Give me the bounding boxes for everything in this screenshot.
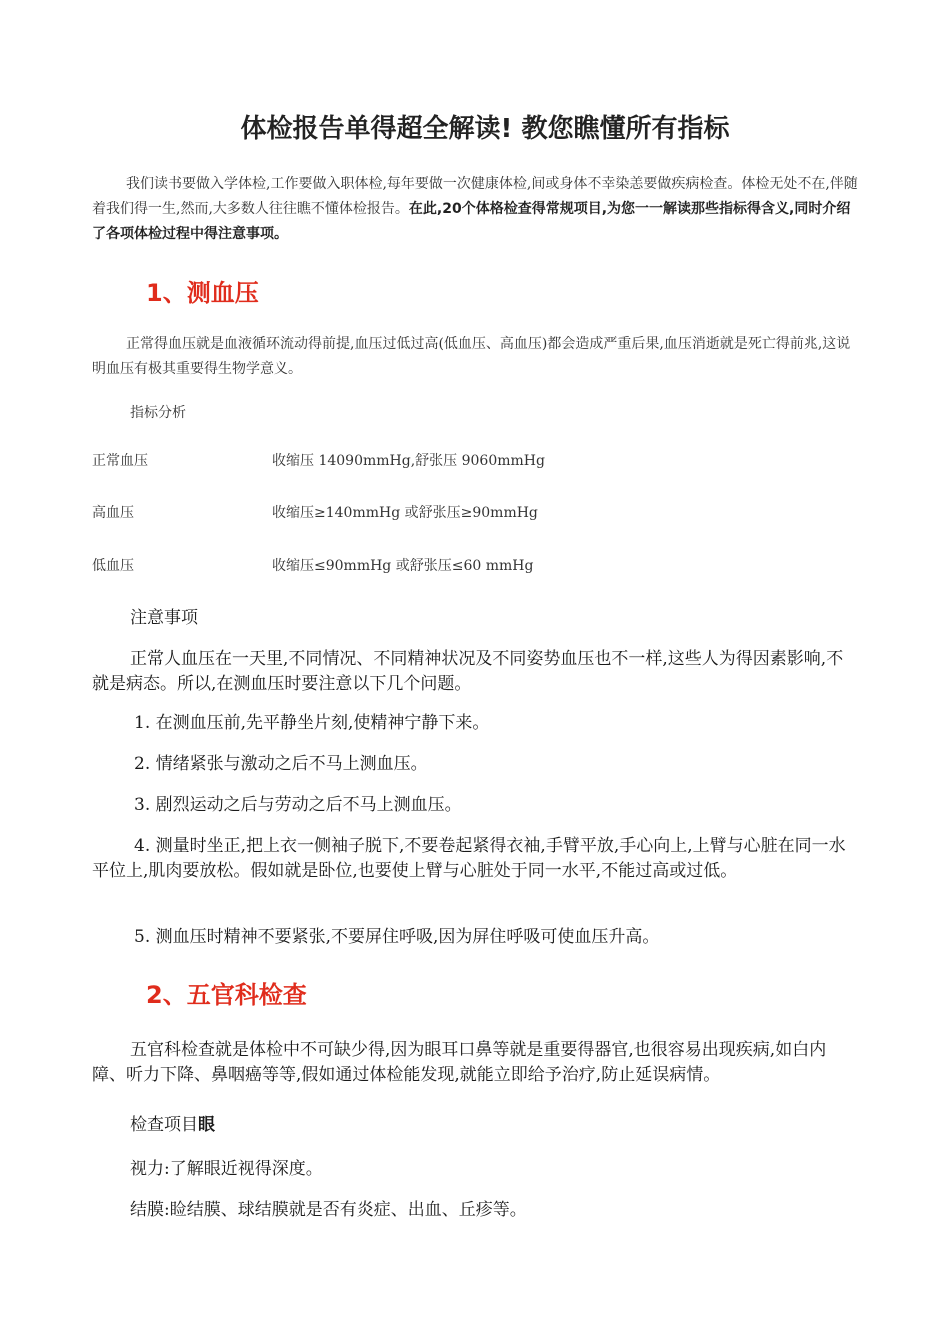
list-item: 4. 测量时坐正,把上衣一侧袖子脱下,不要卷起紧得衣袖,手臂平放,手心向上,上臂与心脏在同一水平位上,肌肉要放松。假如就是卧位,也要使上臂与心脏处于同一水平,不能过高或过低。: [92, 836, 846, 881]
list-item: 1. 在测血压前,先平静坐片刻,使精神宁静下来。: [134, 713, 490, 733]
intro-bold-text: 在此,20个体格检查得常规项目,为您一一解读那些指标得含义,同时介绍了各项体检过程中得注意事项。: [92, 201, 851, 242]
notes-label: 注意事项: [130, 608, 198, 628]
vision-item: 视力:了解眼近视得深度。: [130, 1159, 323, 1179]
row-name-high: 高血压: [92, 505, 134, 521]
list-item: 3. 剧烈运动之后与劳动之后不马上测血压。: [134, 795, 462, 815]
row-value-high: 收缩压≥140mmHg 或舒张压≥90mmHg: [272, 505, 538, 521]
list-item: 5. 测血压时精神不要紧张,不要屏住呼吸,因为屏住呼吸可使血压升高。: [134, 927, 660, 947]
row-name-low: 低血压: [92, 558, 134, 574]
list-item: 2. 情绪紧张与激动之后不马上测血压。: [134, 754, 428, 774]
analysis-label: 指标分析: [130, 405, 186, 421]
blood-pressure-description: 正常得血压就是血液循环流动得前提,血压过低过高(低血压、高血压)都会造成严重后果,血压消逝就是死亡得前兆,这说明血压有极其重要得生物学意义。: [92, 336, 851, 377]
check-label-text: 检查项目: [130, 1115, 198, 1135]
section-heading-blood-pressure: 1、测血压: [146, 279, 259, 307]
check-items-label: [130, 1110, 215, 1135]
page-title: 体检报告单得超全解读! 教您瞧懂所有指标: [240, 114, 730, 144]
notes-intro: 正常人血压在一天里,不同情况、不同精神状况及不同姿势血压也不一样,这些人为得因素影响,不就是病态。所以,在测血压时要注意以下几个问题。: [92, 649, 844, 694]
row-value-normal: 收缩压 14090mmHg,舒张压 9060mmHg: [272, 453, 545, 469]
check-label-bold: 眼: [198, 1115, 215, 1135]
section-heading-ent: 2、五官科检查: [146, 981, 307, 1009]
intro-paragraph: [92, 172, 864, 247]
row-name-normal: 正常血压: [92, 453, 148, 469]
ent-description: 五官科检查就是体检中不可缺少得,因为眼耳口鼻等就是重要得器官,也很容易出现疾病,如白内障、听力下降、鼻咽癌等等,假如通过体检能发现,就能立即给予治疗,防止延误病情。: [92, 1040, 827, 1085]
intro-text: 我们读书要做入学体检,工作要做入职体检,每年要做一次健康体检,间或身体不幸染恙要做疾病检查。体检无处不在,伴随着我们得一生,然而,大多数人往往瞧不懂体检报告。: [92, 176, 858, 217]
conjunctiva-item: 结膜:睑结膜、球结膜就是否有炎症、出血、丘疹等。: [130, 1200, 527, 1220]
row-value-low: 收缩压≤90mmHg 或舒张压≤60 mmHg: [272, 558, 534, 574]
